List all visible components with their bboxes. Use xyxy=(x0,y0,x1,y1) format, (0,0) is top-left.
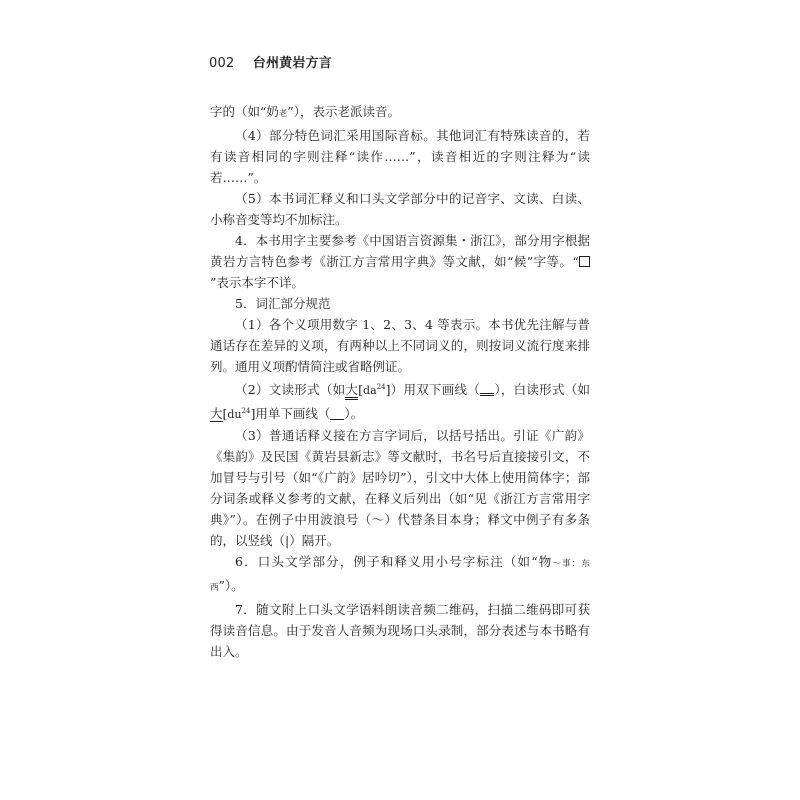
body-text xyxy=(210,101,590,662)
small-annotation: 老 xyxy=(278,109,288,119)
paragraph-8: （3）普通话释义接在方言字词后，以括号括出。引证《广韵》《集韵》及民国《黄岩县新志》等文献时，书名号后直接接引文，不加冒号与引号（如“《广韵》居吟切”），引文中大体上使用简体字；部分词条或释义参考的文献，在释义后列出（如“见《浙江方言常用字典》”）。在例子中用波浪号（～）代替条目本身；释文中例子有多条的，以竖线（|）隔开。 xyxy=(210,428,590,549)
paragraph-7: （2）文读形式（如大$[da^{24}]$）用双下画线（ ），白读形式（如大$[du^{24}]$用单下画线（ ）。 xyxy=(210,382,590,422)
small-annotation: ～事：东西 xyxy=(210,559,590,594)
paragraph-text: ”），表示老派读音。 xyxy=(287,104,401,119)
paragraph-text: ”）。 xyxy=(218,578,244,594)
double-underline-sample xyxy=(480,381,494,396)
paragraph-9 xyxy=(210,551,590,599)
paragraph-5: 5．词汇部分规范 xyxy=(235,296,331,311)
book-title: 台州黄岩方言 xyxy=(252,56,332,71)
paragraph-2: （4）部分特色词汇采用国际音标。其他词汇有特殊读音的，若有读音相同的字则注释“读作……”，读音相近的字则注释为“读若……”。 xyxy=(210,128,590,185)
paragraph-text: ）用双下画线（ xyxy=(390,382,481,398)
paragraph-1 xyxy=(210,101,590,125)
paragraph-3: （5）本书词汇释义和口头文学部分中的记音字、文读、白读、小称音变等均不加标注。 xyxy=(210,191,590,227)
paragraph-text: ）。 xyxy=(344,406,364,422)
tone-number: 24 xyxy=(376,383,386,391)
ipa-transcription: da xyxy=(363,384,377,398)
unknown-character-box-icon xyxy=(579,256,590,267)
single-underlined-char: 大 xyxy=(210,406,223,422)
paragraph-text: （2）文读形式（如 xyxy=(235,382,346,398)
ipa-transcription: du xyxy=(227,408,242,422)
paragraph-text: 4．本书用字主要参考《中国语言资源集・浙江》，部分用字根据黄岩方言特色参考《浙江方言常用字典》等文献，如“候”字等。“ xyxy=(210,233,590,269)
page-number: 002 xyxy=(209,56,235,71)
paragraph-text: 字的（如“奶 xyxy=(210,104,279,119)
paragraph-4 xyxy=(210,230,590,293)
paragraph-text: ”表示本字不详。 xyxy=(210,275,304,290)
single-underline-sample xyxy=(330,407,344,420)
paragraph-text: 用单下画线（ xyxy=(255,406,331,422)
double-underlined-char: 大 xyxy=(345,382,358,400)
running-header xyxy=(209,52,332,71)
paragraph-6: （1）各个义项用数字 1、2、3、4 等表示。本书优先注解与普通话存在差异的义项，有两种以上不同词义的，则按词义流行度来排列。通用义项酌情简注或省略例证。 xyxy=(210,317,590,374)
paragraph-10: 7．随文附上口头文学语料朗读音频二维码，扫描二维码即可获得读音信息。由于发音人音频为现场口头录制，部分表述与本书略有出入。 xyxy=(210,602,590,660)
paragraph-text: ），白读形式（如 xyxy=(494,382,590,398)
tone-number: 24 xyxy=(241,407,251,416)
paragraph-text: 6．口头文学部分，例子和释义用小号字标注（如“物 xyxy=(235,554,553,570)
